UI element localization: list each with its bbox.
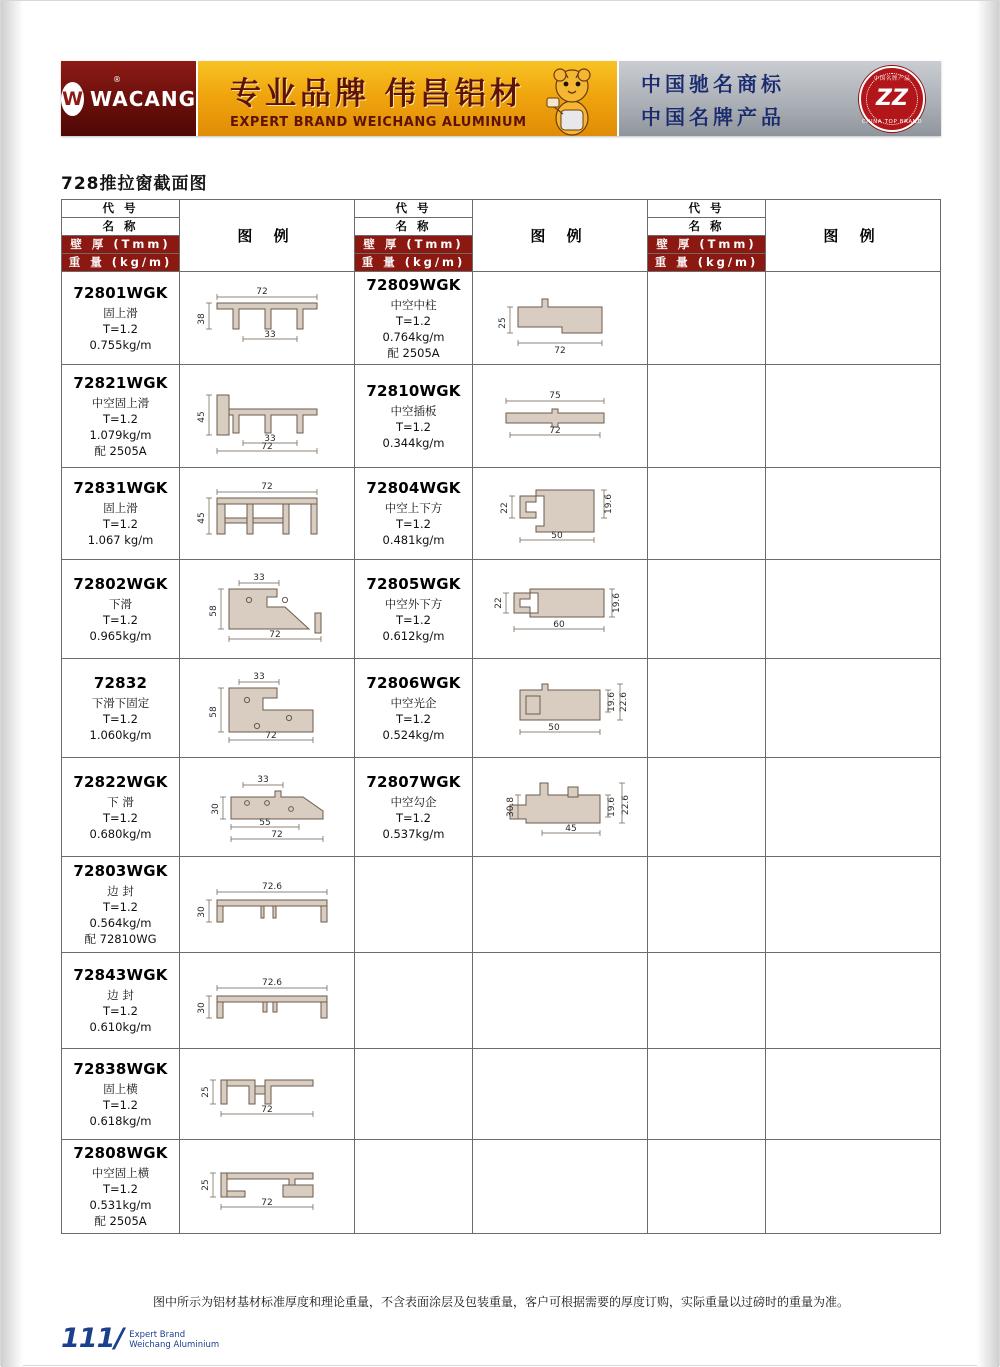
empty-figure-cell xyxy=(766,560,941,659)
profile-name: 中空固上横 xyxy=(91,1166,150,1180)
dim-bottom: 72 xyxy=(549,426,561,436)
profile-code: 72808WGK xyxy=(73,1144,168,1162)
footer-brand-line1: Expert Brand xyxy=(129,1330,186,1340)
profile-figure-cell xyxy=(180,758,355,857)
profile-name: 中空固上滑 xyxy=(91,395,150,410)
dim-bottom: 60 xyxy=(553,620,565,630)
empty-figure-cell xyxy=(766,857,941,953)
header-banner xyxy=(61,61,941,136)
empty-code-cell xyxy=(648,659,766,758)
profile-code-cell xyxy=(62,758,180,857)
profile-thickness: T=1.2 xyxy=(396,517,431,531)
profile-code: 72806WGK xyxy=(366,673,461,692)
profile-weight: 1.060kg/m xyxy=(89,727,152,742)
table-row xyxy=(62,560,941,659)
profile-code: 72832 xyxy=(93,673,148,692)
profile-name: 中空插板 xyxy=(390,403,437,418)
mascot-tiger-icon xyxy=(541,64,603,136)
profile-thickness: T=1.2 xyxy=(103,612,138,627)
dim-top: 72.6 xyxy=(261,977,283,988)
empty-figure-cell xyxy=(766,953,941,1049)
profile-drawing xyxy=(187,1056,347,1132)
profile-thickness: T=1.2 xyxy=(396,711,431,726)
empty-figure-cell xyxy=(766,468,941,560)
dim-inner: 33 xyxy=(264,434,276,444)
profile-drawing xyxy=(480,373,640,459)
profile-figure-cell xyxy=(180,1140,355,1234)
header-weight-label-3: 重 量 (kg/m) xyxy=(648,254,765,271)
banner-awards-block xyxy=(617,61,941,136)
dim-top: 33 xyxy=(253,573,265,583)
logo-mark-icon: W xyxy=(61,82,84,116)
dim-bottom: 72 xyxy=(261,442,273,452)
profile-code-cell xyxy=(355,758,473,857)
table-row xyxy=(62,272,941,365)
profile-weight: 0.764kg/m xyxy=(382,329,445,344)
profile-figure-cell xyxy=(473,659,648,758)
header-name-label: 名 称 xyxy=(62,218,179,236)
dim-left: 30.8 xyxy=(506,796,516,818)
profile-figure-cell xyxy=(180,857,355,953)
profile-thickness: T=1.2 xyxy=(396,810,431,825)
empty-code-cell xyxy=(648,272,766,365)
table-row xyxy=(62,468,941,560)
banner-title-en: EXPERT BRAND WEICHANG ALUMINUM xyxy=(230,114,527,130)
profile-code: 72804WGK xyxy=(366,479,461,497)
profile-name: 固上滑 xyxy=(103,501,138,515)
header-code-col1 xyxy=(62,200,180,272)
profile-name: 下滑 xyxy=(109,596,132,611)
profile-weight: 0.524kg/m xyxy=(382,727,445,742)
header-weight-label: 重 量 (kg/m) xyxy=(62,254,179,271)
profile-weight: 0.618kg/m xyxy=(89,1113,152,1128)
header-name-label-3: 名 称 xyxy=(648,218,765,236)
dim-bottom: 72 xyxy=(261,1197,273,1208)
profile-code: 72838WGK xyxy=(73,1059,168,1078)
profile-name: 下滑下固定 xyxy=(91,695,150,710)
dim-left: 25 xyxy=(201,1086,211,1098)
profile-thickness: T=1.2 xyxy=(103,810,138,825)
profile-code: 72809WGK xyxy=(366,275,461,294)
profile-code-cell xyxy=(355,560,473,659)
profile-weight: 0.755kg/m xyxy=(89,337,152,352)
empty-code-cell xyxy=(355,1140,473,1234)
header-name-label-2: 名 称 xyxy=(355,218,472,236)
empty-figure-cell xyxy=(473,1049,648,1140)
page-footer xyxy=(61,1323,219,1354)
profile-figure-cell xyxy=(473,272,648,365)
table-row xyxy=(62,659,941,758)
profile-thickness: T=1.2 xyxy=(103,411,138,426)
empty-code-cell xyxy=(355,1049,473,1140)
profile-thickness: T=1.2 xyxy=(103,1004,138,1018)
header-figure-col2: 图 例 xyxy=(473,200,648,272)
profile-code: 72803WGK xyxy=(73,862,168,880)
table-row xyxy=(62,857,941,953)
profile-name: 固上横 xyxy=(103,1081,138,1096)
profile-extra: 配 2505A xyxy=(94,443,147,458)
profile-drawing xyxy=(480,279,640,357)
profile-code: 72802WGK xyxy=(73,574,168,593)
header-thickness-label: 壁 厚 (Tmm) xyxy=(62,236,179,254)
profile-drawing xyxy=(480,666,640,750)
dim-left: 25 xyxy=(201,1178,211,1191)
empty-code-cell xyxy=(648,953,766,1049)
profile-drawing xyxy=(187,474,347,554)
profile-figure-cell xyxy=(180,272,355,365)
profile-name: 中空上下方 xyxy=(384,501,443,515)
header-figure-col3: 图 例 xyxy=(766,200,941,272)
page-number: 111/ xyxy=(61,1323,124,1354)
page-title: 728推拉窗截面图 xyxy=(61,174,208,194)
empty-figure-cell xyxy=(766,1140,941,1234)
dim-right: 19.6 xyxy=(612,592,622,614)
profile-code: 72822WGK xyxy=(73,772,168,791)
profile-thickness: T=1.2 xyxy=(103,900,138,914)
profile-name: 下 滑 xyxy=(107,794,134,809)
profile-code: 72821WGK xyxy=(73,373,168,392)
dim-top: 72.6 xyxy=(261,881,283,892)
dim-right1: 19.6 xyxy=(607,691,617,713)
empty-figure-cell xyxy=(766,659,941,758)
profile-thickness: T=1.2 xyxy=(396,419,431,434)
profile-weight: 0.612kg/m xyxy=(382,628,445,643)
dim-left: 30 xyxy=(211,803,221,815)
profile-code: 72805WGK xyxy=(366,574,461,593)
empty-figure-cell xyxy=(473,857,648,953)
profile-extra: 配 72810WG xyxy=(84,932,157,946)
dim-inner: 33 xyxy=(264,330,276,340)
empty-code-cell xyxy=(648,468,766,560)
profile-drawing xyxy=(187,1149,347,1225)
profile-table xyxy=(61,199,941,1234)
profile-name: 边 封 xyxy=(107,884,134,898)
profile-code-cell xyxy=(355,272,473,365)
profile-code-cell xyxy=(62,272,180,365)
header-code-label: 代 号 xyxy=(62,200,179,218)
empty-figure-cell xyxy=(766,758,941,857)
profile-code-cell xyxy=(62,1049,180,1140)
empty-code-cell xyxy=(648,758,766,857)
profile-name: 中空勾企 xyxy=(390,794,437,809)
dim-right2: 22.6 xyxy=(621,794,631,816)
footer-brand-line2: Weichang Aluminium xyxy=(129,1340,220,1350)
profile-drawing xyxy=(480,474,640,554)
award-line-1: 中国驰名商标 xyxy=(641,71,785,96)
profile-weight: 0.680kg/m xyxy=(89,826,152,841)
table-row xyxy=(62,1140,941,1234)
profile-weight: 0.344kg/m xyxy=(382,435,445,450)
profile-code: 72801WGK xyxy=(73,283,168,302)
profile-drawing xyxy=(480,567,640,651)
profile-thickness: T=1.2 xyxy=(103,1097,138,1112)
header-code-label-3: 代 号 xyxy=(648,200,765,218)
profile-weight: 0.610kg/m xyxy=(89,1020,152,1034)
seal-bottom-text: CHINA TOP BRAND xyxy=(861,118,923,125)
profile-figure-cell xyxy=(473,560,648,659)
profile-figure-cell xyxy=(180,953,355,1049)
table-row xyxy=(62,1049,941,1140)
profile-code-cell xyxy=(62,1140,180,1234)
profile-thickness: T=1.2 xyxy=(396,612,431,627)
profile-code-cell xyxy=(62,953,180,1049)
profile-name: 中空外下方 xyxy=(384,596,443,611)
profile-thickness: T=1.2 xyxy=(103,517,138,531)
profile-figure-cell xyxy=(473,758,648,857)
profile-figure-cell xyxy=(180,1049,355,1140)
dim-left: 45 xyxy=(197,411,207,423)
china-top-brand-seal-icon xyxy=(859,66,925,132)
profile-figure-cell xyxy=(180,365,355,468)
banner-title-block xyxy=(196,61,617,136)
profile-code-cell xyxy=(355,365,473,468)
profile-name: 固上滑 xyxy=(103,305,138,320)
profile-code-cell xyxy=(62,560,180,659)
empty-code-cell xyxy=(648,857,766,953)
profile-code-cell xyxy=(355,659,473,758)
profile-weight: 0.531kg/m xyxy=(89,1198,152,1212)
dim-left: 25 xyxy=(498,317,508,329)
profile-name: 边 封 xyxy=(107,988,134,1002)
dim-bottom: 72 xyxy=(271,830,283,840)
profile-drawing xyxy=(187,666,347,750)
profile-figure-cell xyxy=(180,468,355,560)
empty-figure-cell xyxy=(766,365,941,468)
profile-figure-cell xyxy=(180,560,355,659)
empty-code-cell xyxy=(355,857,473,953)
dim-right2: 22.6 xyxy=(619,691,629,713)
profile-name: 中空中柱 xyxy=(390,297,437,312)
dim-left: 38 xyxy=(197,313,207,325)
empty-code-cell xyxy=(648,1049,766,1140)
empty-figure-cell xyxy=(473,1140,648,1234)
table-row xyxy=(62,758,941,857)
profile-weight: 1.067 kg/m xyxy=(87,533,154,547)
profile-extra: 配 2505A xyxy=(94,1214,147,1228)
profile-figure-cell xyxy=(473,365,648,468)
dim-top: 75 xyxy=(549,391,561,401)
header-figure-col1: 图 例 xyxy=(180,200,355,272)
dim-top: 33 xyxy=(253,672,265,682)
header-code-col2 xyxy=(355,200,473,272)
award-line-2: 中国名牌产品 xyxy=(641,104,785,129)
brand-logo xyxy=(61,61,196,136)
dim-bottom: 72 xyxy=(261,1105,273,1115)
dim-left: 58 xyxy=(209,605,219,617)
profile-weight: 0.481kg/m xyxy=(382,533,445,547)
empty-figure-cell xyxy=(766,272,941,365)
registered-trademark-icon: ® xyxy=(113,75,121,84)
profile-drawing xyxy=(187,279,347,357)
dim-top: 72 xyxy=(256,287,268,297)
dim-top: 72 xyxy=(261,481,273,492)
profile-weight: 0.537kg/m xyxy=(382,826,445,841)
profile-name: 中空光企 xyxy=(390,695,437,710)
profile-thickness: T=1.2 xyxy=(103,1182,138,1196)
profile-drawing xyxy=(187,373,347,459)
dim-left: 30 xyxy=(197,905,207,918)
empty-code-cell xyxy=(355,953,473,1049)
profile-weight: 0.564kg/m xyxy=(89,916,152,930)
dim-right1: 19.6 xyxy=(607,796,617,818)
table-header-row xyxy=(62,200,941,272)
profile-extra: 配 2505A xyxy=(387,345,440,360)
page-edge-left xyxy=(1,1,23,1367)
dim-left: 22 xyxy=(494,597,504,609)
profile-figure-cell xyxy=(180,659,355,758)
empty-code-cell xyxy=(648,365,766,468)
profile-drawing xyxy=(187,567,347,651)
dim-top: 33 xyxy=(257,775,269,785)
profile-code: 72831WGK xyxy=(73,479,168,497)
banner-title-cn: 专业品牌 伟昌铝材 xyxy=(230,75,525,112)
header-thickness-label-3: 壁 厚 (Tmm) xyxy=(648,236,765,254)
footer-brand xyxy=(129,1330,219,1354)
profile-code-cell xyxy=(62,365,180,468)
profile-thickness: T=1.2 xyxy=(103,321,138,336)
dim-right: 19.6 xyxy=(604,493,614,514)
profile-code-cell xyxy=(355,468,473,560)
dim-bottom: 50 xyxy=(551,530,563,541)
dim-mid: 55 xyxy=(259,818,271,828)
profile-code: 72807WGK xyxy=(366,772,461,791)
profile-thickness: T=1.2 xyxy=(103,711,138,726)
empty-code-cell xyxy=(648,1140,766,1234)
dim-bottom: 50 xyxy=(548,723,560,733)
dim-left: 30 xyxy=(197,1001,207,1014)
dim-bottom: 45 xyxy=(565,824,577,834)
seal-mark: ZZ xyxy=(876,86,908,111)
header-weight-label-2: 重 量 (kg/m) xyxy=(355,254,472,271)
page-edge-right xyxy=(977,1,999,1367)
logo-wordmark: WACANG xyxy=(90,86,196,111)
dim-bottom: 72 xyxy=(554,346,566,356)
profile-drawing xyxy=(187,866,347,944)
profile-drawing xyxy=(480,765,640,849)
dim-left: 58 xyxy=(209,706,219,718)
table-row xyxy=(62,365,941,468)
profile-code-cell xyxy=(62,468,180,560)
dim-bottom: 72 xyxy=(265,731,277,741)
dim-left: 45 xyxy=(197,511,207,524)
profile-weight: 0.965kg/m xyxy=(89,628,152,643)
seal-top-text: 中国名牌产品 xyxy=(873,75,911,82)
header-code-label-2: 代 号 xyxy=(355,200,472,218)
header-code-col3 xyxy=(648,200,766,272)
profile-code-cell xyxy=(62,659,180,758)
profile-thickness: T=1.2 xyxy=(396,313,431,328)
profile-drawing xyxy=(187,962,347,1040)
profile-drawing xyxy=(187,765,347,849)
dim-bottom: 72 xyxy=(269,630,281,640)
profile-code: 72810WGK xyxy=(366,381,461,400)
empty-figure-cell xyxy=(473,953,648,1049)
empty-figure-cell xyxy=(766,1049,941,1140)
profile-code: 72843WGK xyxy=(73,966,168,984)
empty-code-cell xyxy=(648,560,766,659)
header-thickness-label-2: 壁 厚 (Tmm) xyxy=(355,236,472,254)
profile-weight: 1.079kg/m xyxy=(89,427,152,442)
footnote-text: 图中所示为铝材基材标准厚度和理论重量，不含表面涂层及包装重量，客户可根据需要的厚度订购，实际重量以过磅时的重量为准。 xyxy=(152,1295,849,1309)
profile-code-cell xyxy=(62,857,180,953)
table-row xyxy=(62,953,941,1049)
dim-left: 22 xyxy=(500,501,510,514)
profile-figure-cell xyxy=(473,468,648,560)
